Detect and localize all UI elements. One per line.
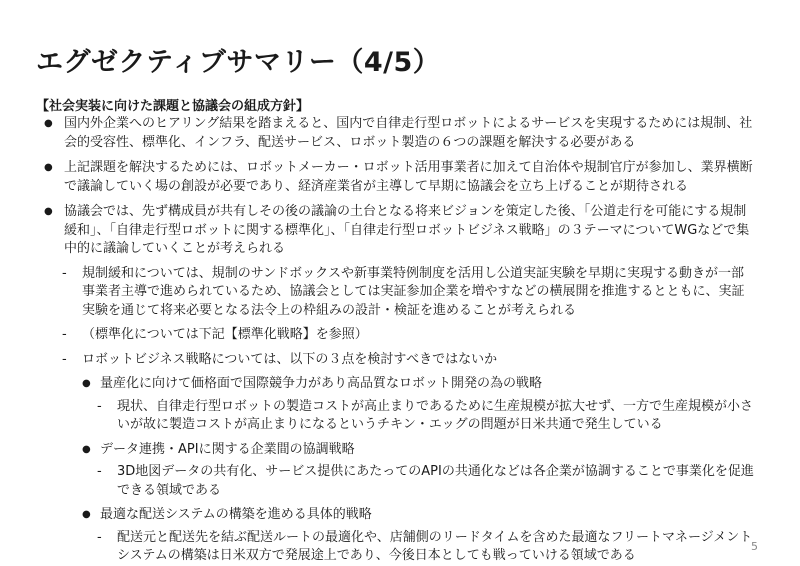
- item-text: 上記課題を解決するためには、ロボットメーカー・ロボット活用事業者に加えて自治体や規制官庁が参加し、業界横断で議論していく場の創設が必要であり、経済産業省が主導して早期に協議会を立ち上げることが期待される: [64, 160, 753, 194]
- dash-item-level-2: [62, 265, 756, 321]
- dash-item-level-2: [62, 351, 756, 370]
- item-text: 配送元と配送先を結ぶ配送ルートの最適化や、店舗側のリードタイムを含めた最適なフリートマネージメントシステムの構築は日米双方で発展途上であり、今後日本としても戦っていける領域である: [117, 529, 753, 563]
- bullet-marker: ●: [44, 206, 53, 217]
- dash-marker: -: [97, 529, 102, 545]
- item-text: 国内外企業へのヒアリング結果を踏まえると、国内で自律走行型ロボットによるサービスを実現するためには規制、社会的受容性、標準化、インフラ、配送サービス、ロボット製造の６つの課題を解決する必要がある: [64, 116, 753, 150]
- dash-marker: -: [62, 327, 67, 342]
- item-text: 現状、自律走行型ロボットの製造コストが高止まりであるために生産規模が拡大せず、一方で生産規模が小さいが故に製造コストが高止まりになるというチキン・エッグの問題が日米共通で発生している: [117, 398, 753, 432]
- bullet-item-level-3: [80, 506, 756, 525]
- item-text: 最適な配送システムの構築を進める具体的戦略: [100, 507, 372, 522]
- bullet-item-level-3: [80, 441, 756, 460]
- dash-item-level-4: [97, 398, 756, 435]
- dash-marker: -: [97, 398, 102, 414]
- item-text: 3D地図データの共有化、サービス提供にあたってのAPIの共通化などは各企業が協調することで事業化を促進できる領域である: [117, 464, 754, 498]
- page-number: 5: [751, 540, 758, 553]
- dash-marker: -: [62, 265, 67, 281]
- item-text: データ連携・APIに関する企業間の協調戦略: [100, 441, 355, 457]
- dash-marker: -: [62, 351, 67, 367]
- bullet-marker: ●: [44, 162, 53, 173]
- item-text: 協議会では、先ず構成員が共有しその後の議論の土台となる将来ビジョンを策定した後、「公道走行を可能にする規制緩和」、「自律走行型ロボットに関する標準化」、「自律走行型ロボットビジネス戦略」の３テーマについてWGなどで集中的に議論していくことが考えられる: [64, 204, 750, 256]
- bullet-item-level-1: [44, 203, 756, 259]
- bullet-item-level-1: [44, 115, 756, 152]
- bullet-marker: ●: [44, 118, 53, 129]
- item-text: ロボットビジネス戦略については、以下の３点を検討すべきではないか: [82, 351, 498, 367]
- item-text: 量産化に向けて価格面で国際競争力があり高品質なロボット開発の為の戦略: [100, 376, 543, 391]
- bullet-marker: ●: [82, 378, 91, 389]
- bullet-item-level-3: [80, 375, 756, 394]
- section-heading: 【社会実装に向けた課題と協議会の組成方針】: [36, 99, 310, 114]
- item-text: （標準化については下記【標準化戦略】を参照）: [82, 327, 368, 342]
- summary-content: [0, 108, 800, 566]
- dash-marker: -: [97, 464, 102, 479]
- bullet-marker: ●: [82, 509, 91, 520]
- item-text: 規制緩和については、規制のサンドボックスや新事業特例制度を活用し公道実証実験を早期に実現する動きが一部事業者主導で進められているため、協議会としては実証参加企業を増やすなどの横展開を推進するとともに、実証実験を通じて将来必要となる法令上の枠組みの設計・検証を進めることが考えられる: [82, 265, 745, 318]
- dash-item-level-4: [97, 529, 756, 566]
- bullet-item-level-1: [44, 159, 756, 196]
- dash-item-level-4: [97, 463, 756, 500]
- slide-title: エグゼクティブサマリー（4/5）: [36, 47, 441, 78]
- dash-item-level-2: [62, 326, 756, 345]
- bullet-marker: ●: [82, 443, 91, 455]
